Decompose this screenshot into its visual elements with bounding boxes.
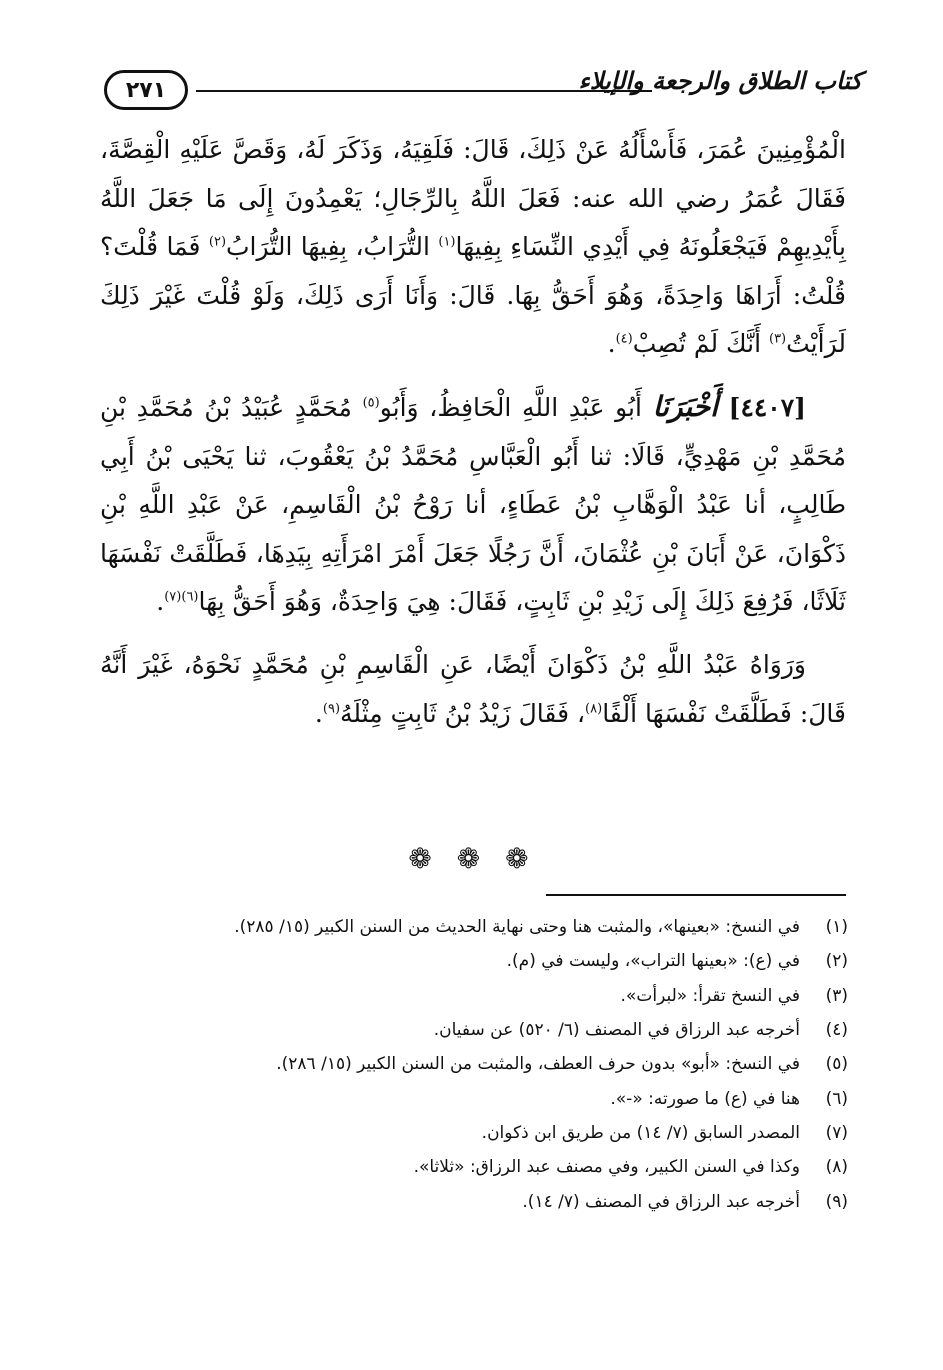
footnote-text: أخرجه عبد الرزاق في المصنف (٧/ ١٤).	[522, 1191, 800, 1212]
footnote-text: في النسخ: «أبو» بدون حرف العطف، والمثبت من السنن الكبير (١٥/ ٢٨٦).	[276, 1054, 800, 1075]
footnote-number: (٥)	[825, 1054, 848, 1075]
footnote-marker: (٨)	[585, 701, 603, 717]
footnote-number: (٣)	[825, 985, 848, 1006]
text-run: الْمُؤْمِنِينَ عُمَرَ، فَأَسْأَلُهُ عَنْ ذَلِكَ، قَالَ: فَلَقِيَهُ، وَذَكَرَ لَهُ، وَقَصَّ عَلَيْهِ الْقِصَّةَ، فَقَالَ عُمَرُ رضي الله عنه: فَعَلَ اللَّهُ بِالرِّجَالِ؛ يَعْمِدُونَ إِلَى مَا جَعَلَ اللَّهُ بِأَيْدِيهِمْ فَيَجْعَلُونَهُ فِي أَيْدِي النِّسَاءِ بِفِيهَا	[100, 135, 846, 262]
footnote-text: في النسخ تقرأ: «لبرأت».	[620, 985, 800, 1006]
footnote-marker: (١)	[438, 234, 456, 250]
footnote-text: المصدر السابق (٧/ ١٤) من طريق ابن ذكوان.	[481, 1122, 800, 1143]
footnote-item	[100, 1047, 848, 1081]
footnote-item	[100, 979, 848, 1013]
footnote-marker: (٥)	[362, 395, 380, 411]
paragraph-3	[100, 641, 846, 738]
footnote-number: (٤)	[825, 1020, 848, 1041]
footnote-item	[100, 1184, 848, 1218]
text-run: .	[314, 698, 323, 728]
footnote-item	[100, 1150, 848, 1184]
footnotes-list	[100, 910, 848, 1219]
footnote-item	[100, 944, 848, 978]
footnote-text: هنا في (ع) ما صورته: «-».	[610, 1088, 800, 1109]
text-run: .	[607, 329, 616, 359]
text-run: فَمَا قُلْتَ؟ قُلْتُ: أَرَاهَا وَاحِدَةً، وَهُوَ أَحَقُّ بِهَا. قَالَ: وَأَنَا أَرَى ذَلِكَ، وَلَوْ قُلْتَ غَيْرَ ذَلِكَ لَرَأَيْتُ	[100, 232, 846, 359]
footnote-marker: (٣)	[768, 332, 787, 348]
footnote-number: (٢)	[825, 951, 848, 972]
footnote-marker: (٤)	[615, 332, 633, 348]
footnote-marker: (٦)(٧)	[164, 590, 199, 606]
footnote-text: وكذا في السنن الكبير، وفي مصنف عبد الرزاق: «ثلاثا».	[413, 1157, 800, 1178]
footnote-number: (٩)	[825, 1191, 848, 1212]
footnote-separator	[546, 894, 846, 896]
footnote-item	[100, 1081, 848, 1115]
akhbarana-keyword: أَخْبَرَنَا	[652, 389, 718, 423]
footnote-number: (٦)	[825, 1088, 848, 1109]
paragraph-2	[100, 383, 846, 627]
footnote-item	[100, 1013, 848, 1047]
footnote-item	[100, 910, 848, 944]
footnote-number: (١)	[825, 917, 848, 938]
flower-ornament-icon: ❁	[456, 842, 487, 875]
footnote-number: (٧)	[825, 1122, 848, 1143]
footnote-number: (٨)	[825, 1157, 848, 1178]
main-text	[100, 126, 846, 738]
footnote-text: في النسخ: «بعينها»، والمثبت هنا وحتى نهاية الحديث من السنن الكبير (١٥/ ٢٨٥).	[234, 917, 800, 938]
paragraph-1	[100, 126, 846, 369]
section-ornaments	[0, 842, 943, 875]
page-header	[92, 64, 862, 120]
footnote-marker: (٢)	[208, 234, 227, 250]
footnote-text: أخرجه عبد الرزاق في المصنف (٦/ ٥٢٠) عن سفيان.	[433, 1020, 800, 1041]
text-run: مُحَمَّدٍ عُبَيْدُ بْنُ مُحَمَّدِ بْنِ مُحَمَّدِ بْنِ مَهْدِيٍّ، قَالَا: ثنا أَبُو الْعَبَّاسِ مُحَمَّدُ بْنُ يَعْقُوبَ، ثنا يَحْيَى بْنُ أَبِي طَالِبٍ، أنا عَبْدُ الْوَهَّابِ بْنُ عَطَاءٍ، أنا رَوْحُ بْنُ الْقَاسِمِ، عَنْ عَبْدِ اللَّهِ بْنِ ذَكْوَانَ، عَنْ أَبَانَ بْنِ عُثْمَانَ، أَنَّ رَجُلًا جَعَلَ أَمْرَ امْرَأَتِهِ بِيَدِهَا، فَطَلَّقَتْ نَفْسَهَا ثَلَاثًا، فَرُفِعَ ذَلِكَ إِلَى زَيْدِ بْنِ ثَابِتٍ، فَقَالَ: هِيَ وَاحِدَةٌ، وَهُوَ أَحَقُّ بِهَا	[100, 392, 846, 617]
text-run: .	[156, 587, 165, 617]
footnote-marker: (٩)	[322, 701, 341, 717]
page-number-frame	[104, 70, 188, 110]
page-number: ٢٧١	[125, 77, 167, 103]
footnote-item	[100, 1116, 848, 1150]
flower-ornament-icon: ❁	[505, 842, 535, 875]
text-run: وَرَوَاهُ عَبْدُ اللَّهِ بْنُ ذَكْوَانَ أَيْضًا، عَنِ الْقَاسِمِ بْنِ مُحَمَّدٍ نَحْوَهُ، غَيْرَ أَنَّهُ قَالَ: فَطَلَّقَتْ نَفْسَهَا أَلْفًا	[100, 649, 846, 728]
text-run: التُّرَابُ، بِفِيهَا التُّرَابُ	[226, 232, 439, 262]
running-title: كتاب الطلاق والرجعة والإيلاء	[578, 66, 862, 95]
text-run: أَبُو عَبْدِ اللَّهِ الْحَافِظُ، وَأَبُو	[379, 392, 653, 422]
text-run: ، فَقَالَ زَيْدُ بْنُ ثَابِتٍ مِثْلَهُ	[340, 698, 586, 728]
footnote-text: في (ع): «بعينها التراب»، وليست في (م).	[506, 951, 800, 972]
text-run: أَنَّكَ لَمْ تُصِبْ	[632, 329, 769, 359]
flower-ornament-icon: ❁	[408, 842, 438, 875]
hadith-number: [٤٤٠٧]	[728, 392, 806, 422]
